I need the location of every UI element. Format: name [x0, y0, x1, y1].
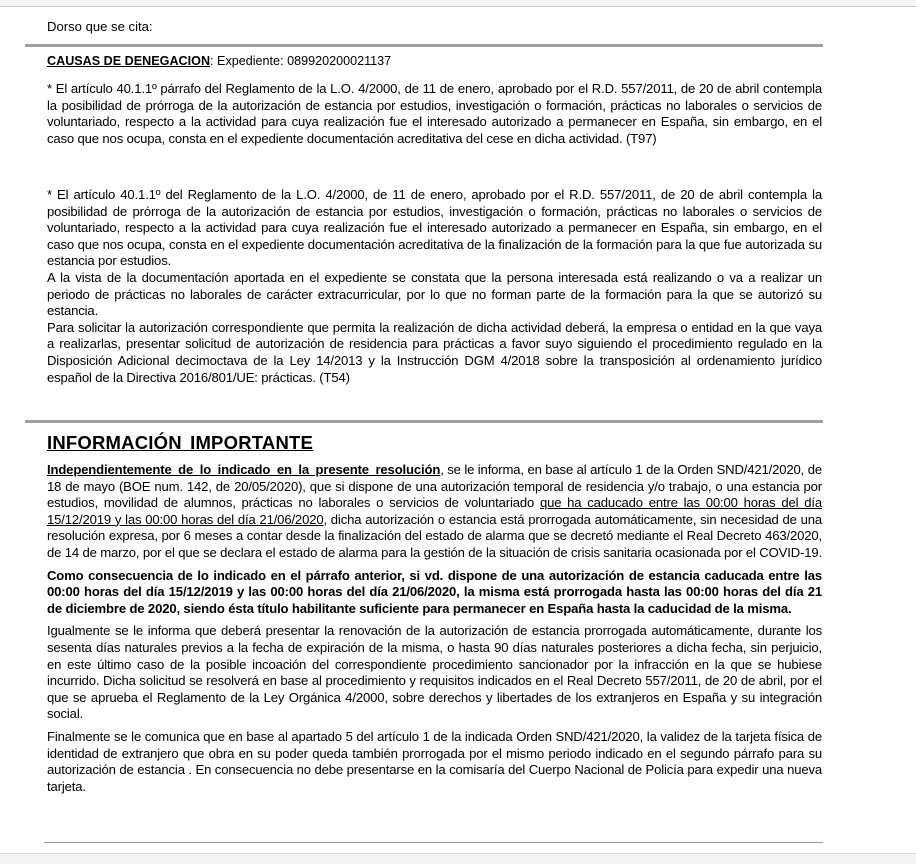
info-paragraph-4: Finalmente se le comunica que en base al apartado 5 del artículo 1 de la indicada Orden SND/421/2020, la validez de la tarjeta física de identidad de extranjero que obra en su poder queda también prorrogada por el mismo periodo indicado en el segundo párrafo para su autorización de estancia . En consecuencia no debe presentarse en la comisaría del Cuerpo Nacional de Policía para expedir una nueva tarjeta. — [47, 728, 822, 794]
info-divider — [25, 420, 823, 423]
expediente-number: 089920200021137 — [287, 54, 392, 68]
viewer-top-border — [0, 0, 916, 7]
denial-cause-t54-p1: * El artículo 40.1.1º del Reglamento de la L.O. 4/2000, de 11 de enero, aprobado por el R.D. 557/2011, de 20 de abril contempla la posibilidad de prórroga de la autorización de estancia por estudios, investigación o formación, prácticas no laborales o servicios de voluntariado, respecto a la actividad para cuya realización fue el interesado autorizado a permanecer en España, sin embargo, en el caso que nos ocupa, consta en el expediente documentación acreditativa de la finalización de la formación para la que fue autorizada su estancia por estudios. — [47, 187, 822, 269]
cited-label: Dorso que se cita: — [47, 19, 153, 34]
denial-cause-t54 — [47, 187, 822, 386]
info-para1-text-a: , se le informa, en base al artículo 1 de la Orden SND/421/2020, de 18 de mayo (BOE num. 142, de 20/05/2020), que si dispone de una autorización temporal de residencia y/o trabajo, o una estancia por estudios, movilidad de alumnos, prácticas no laborales o servicios de voluntariado — [47, 462, 822, 511]
causas-label: CAUSAS DE DENEGACION — [47, 54, 211, 68]
section-divider — [25, 44, 823, 47]
info-paragraph-3: Igualmente se le informa que deberá presentar la renovación de la autorización de estancia prorrogada automáticamente, durante los sesenta días naturales previos a la fecha de expiración de la misma, o hasta 90 días naturales posteriores a dicha fecha, sin perjuicio, en este último caso de la posible incoación del correspondiente procedimiento sancionador por la infracción en la que se hubiese incurrido. Dicha solicitud se resolverá en base al procedimiento y requisitos indicados en el Real Decreto 557/2011, de 20 de abril, por el que se aprueba el Reglamento de la Ley Orgánica 4/2000, sobre derechos y libertades de los extranjeros en España y su integración social. — [47, 623, 822, 722]
denial-cause-t97-text: * El artículo 40.1.1º párrafo del Reglamento de la L.O. 4/2000, de 11 de enero, aprobado por el R.D. 557/2011, de 20 de abril contempla la posibilidad de prórroga de la autorización de estancia por estudios, investigación o formación, prácticas no laborales o servicios de voluntariado, respecto a la actividad para cuya realización fue el interesado autorizado a permanecer en España, sin embargo, en el caso que nos ocupa, consta en el expediente documentación acreditativa del cese en dicha actividad. (T97) — [47, 81, 822, 146]
denial-cause-t54-p2: A la vista de la documentación aportada en el expediente se constata que la persona interesada está realizando o va a realizar un periodo de prácticas no laborales de carácter extracurricular, por lo que no forman parte de la formación para la que se autorizó su estancia. — [47, 269, 822, 319]
page-end-divider — [44, 842, 823, 843]
info-para1-text-b: , dicha autorización o estancia está prorrogada automáticamente, sin necesidad de una resolución expresa, por 6 meses a contar desde la finalización del estado de alarma que se decretó mediante el Real Decreto 463/2020, de 14 de marzo, por el que se declara el estado de alarma para la gestión de la situación de crisis sanitaria ocasionada por el COVID-19. — [47, 511, 822, 560]
causas-header — [47, 54, 391, 68]
info-lead-text: Independientemente de lo indicado en la presente resolución — [47, 462, 441, 477]
info-paragraph-1 — [47, 462, 822, 562]
info-section — [47, 462, 822, 795]
denial-cause-t54-p3: Para solicitar la autorización correspondiente que permita la realización de dicha actividad deberá, la empresa o entidad en la que vaya a realizarlas, presentar solicitud de autorización de residencia para prácticas a favor suyo siguiendo el procedimiento regulado en la Disposición Adicional decimoctava de la Ley 14/2013 y la Instrucción DGM 4/2018 sobre la transposición al ordenamiento jurídico español de la Directiva 2016/801/UE: prácticas. (T54) — [47, 319, 822, 385]
info-para1-underlined: que ha caducado entre las 00:00 horas del día 15/12/2019 y las 00:00 horas del día 21/06/2020 — [47, 495, 823, 527]
denial-cause-t97 — [47, 81, 822, 147]
info-paragraph-2: Como consecuencia de lo indicado en el párrafo anterior, si vd. dispone de una autorización de estancia caducada entre las 00:00 horas del día 15/12/2019 y las 00:00 horas del día 21/06/2020, la misma está prorrogada hasta las 00:00 horas del día 21 de diciembre de 2020, siendo ésta título habilitante suficiente para permanecer en España hasta la caducidad de la misma. — [47, 567, 822, 616]
viewer-bottom-band — [0, 853, 916, 864]
info-title: INFORMACIÓN IMPORTANTE — [47, 432, 314, 453]
expediente-label: Expediente: — [213, 54, 288, 68]
causas-separator: : — [210, 54, 214, 68]
